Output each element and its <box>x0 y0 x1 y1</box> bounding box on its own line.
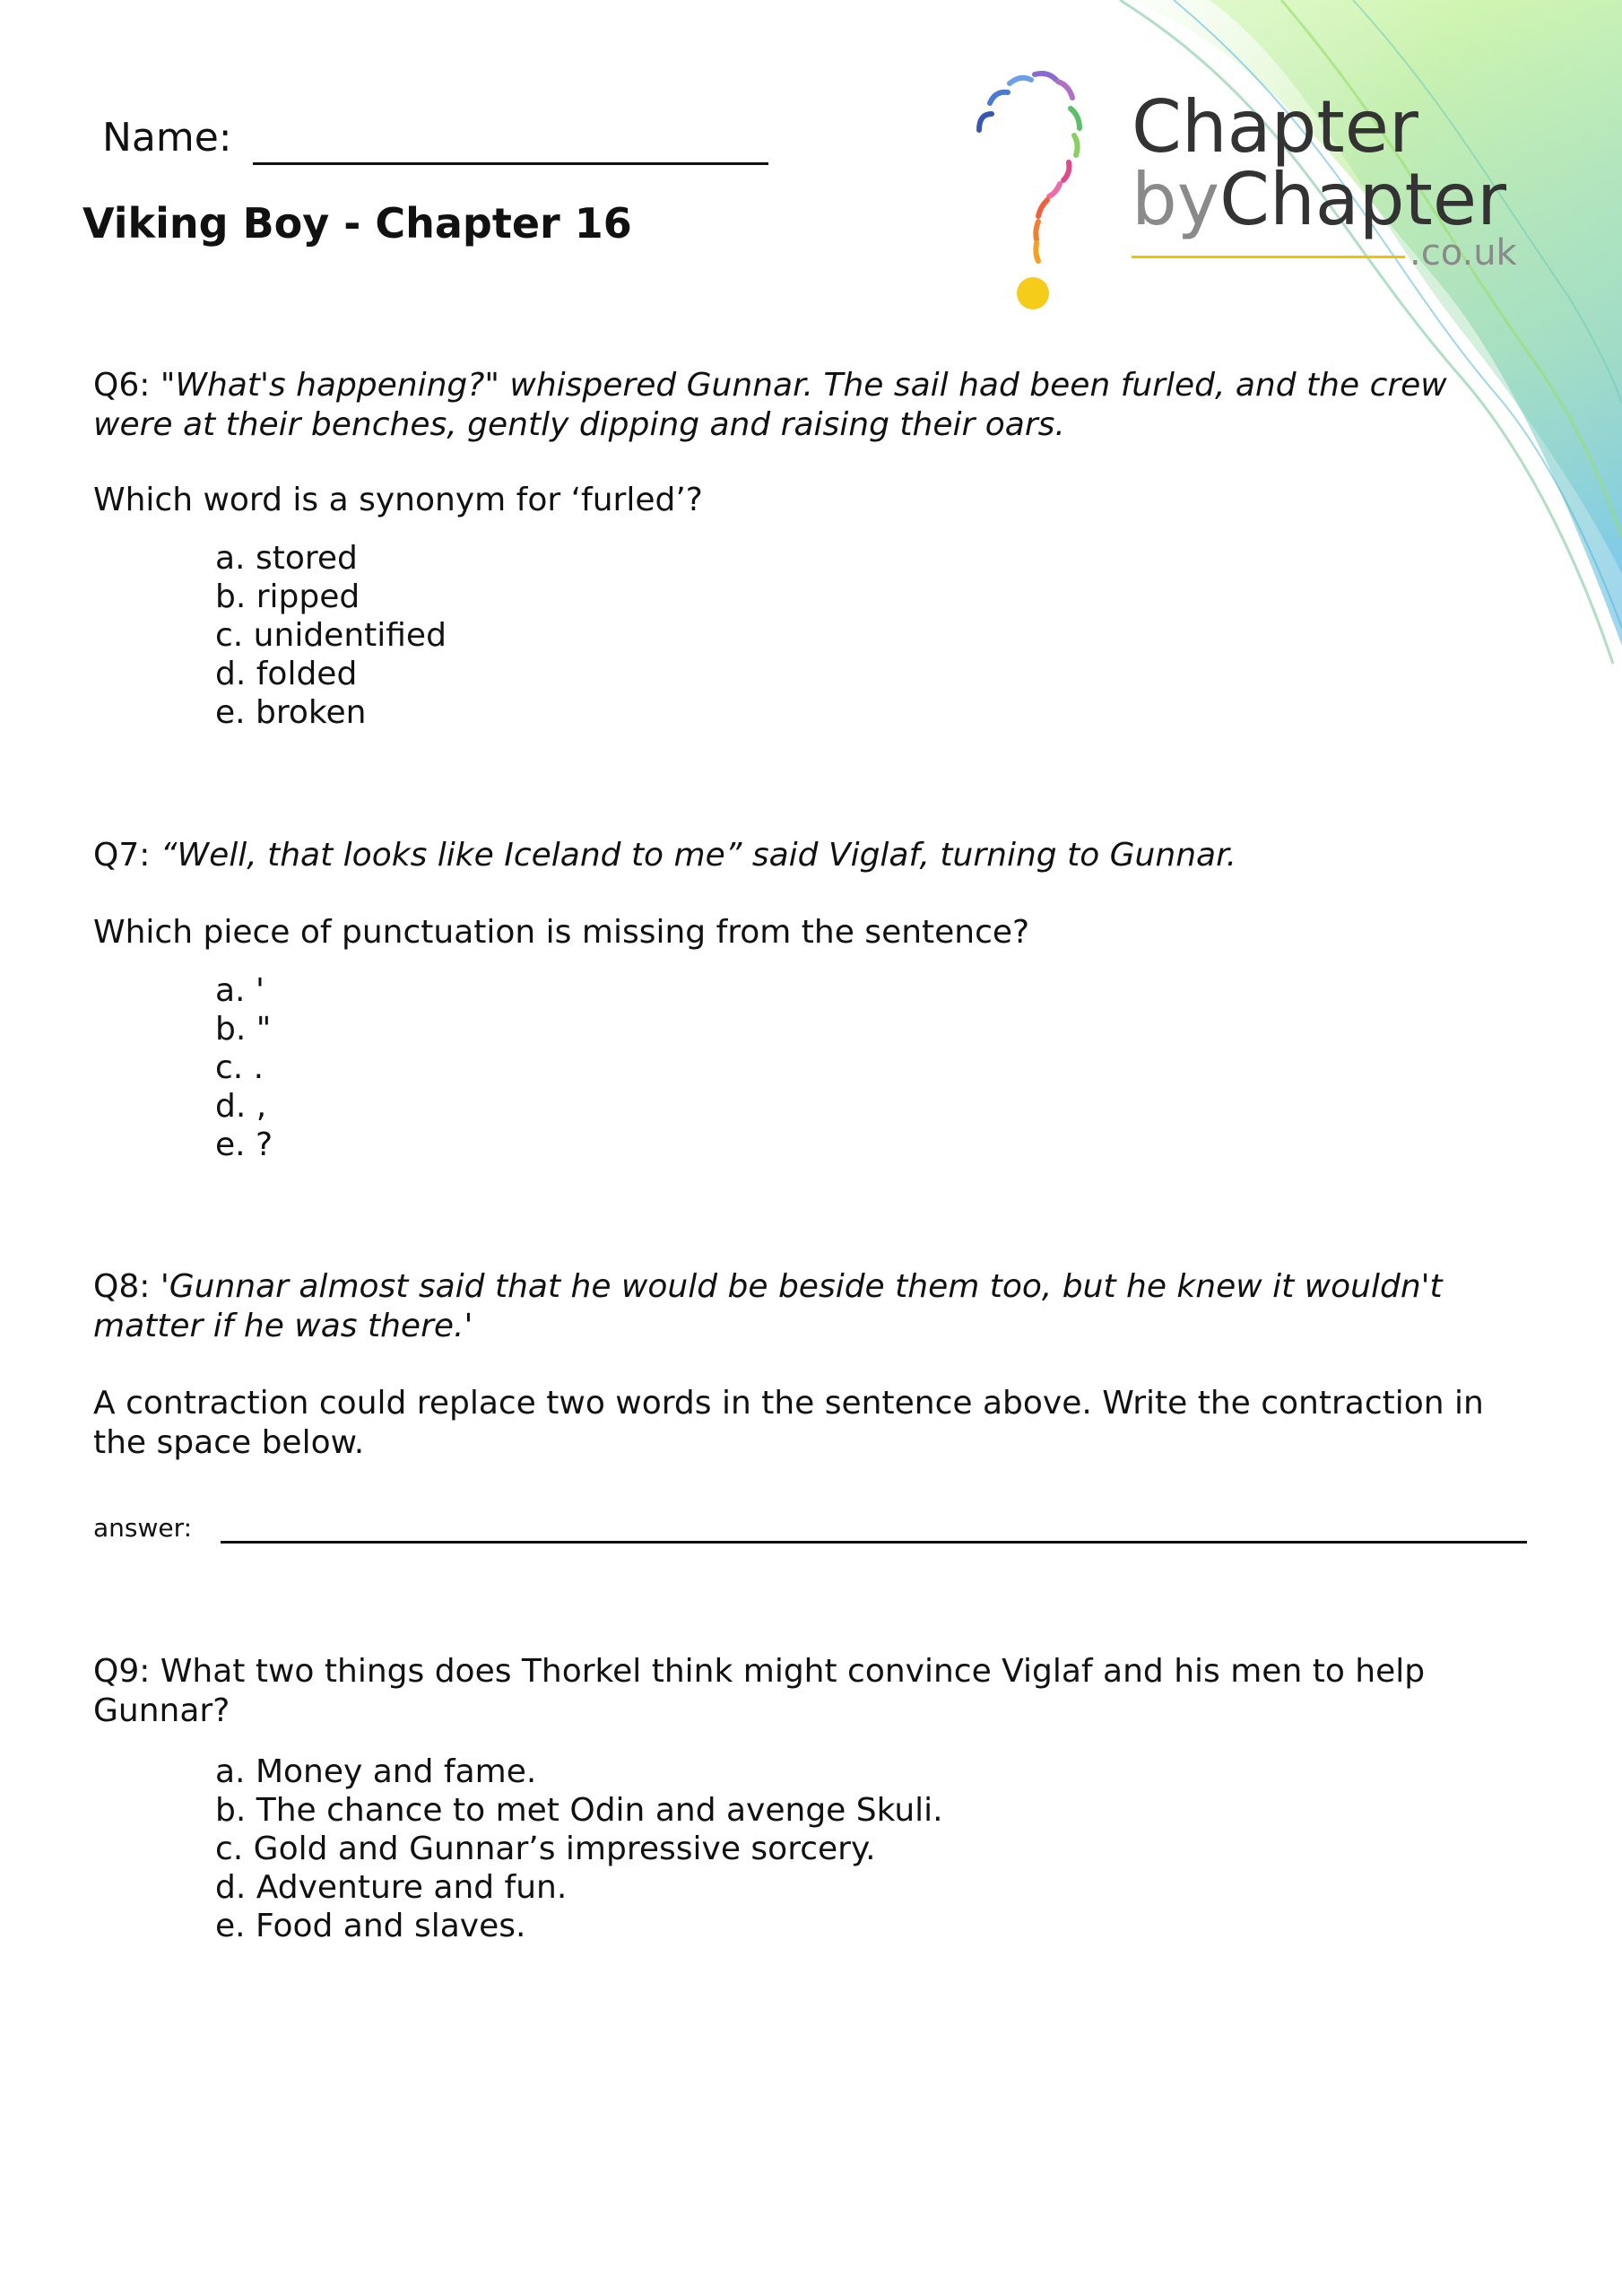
logo-books-arc-icon <box>959 49 1121 318</box>
logo-text-by: by <box>1132 158 1220 241</box>
question-prompt: Which word is a synonym for ‘furled’? <box>93 482 703 518</box>
question-q7-prompt-block <box>93 913 1528 952</box>
question-q9 <box>93 1652 1528 1731</box>
answer-label: answer: <box>93 1513 193 1543</box>
question-quote: 'Gunnar almost said that he would be beside them too, but he knew it wouldn't matter if he was there.' <box>93 1268 1443 1344</box>
question-prompt: What two things does Thorkel think might convince Viglaf and his men to help Gunnar? <box>93 1653 1426 1729</box>
option-e[interactable]: e. broken <box>215 694 367 731</box>
option-a[interactable]: a. ' <box>215 972 265 1009</box>
answer-input-line[interactable] <box>221 1541 1527 1544</box>
option-c[interactable]: c. Gold and Gunnar’s impressive sorcery. <box>215 1831 876 1867</box>
option-b[interactable]: b. " <box>215 1011 272 1048</box>
question-q9-options <box>215 1752 943 1945</box>
question-q7-stem <box>93 836 1528 875</box>
question-quote: "What's happening?" whispered Gunnar. The sail had been furled, and the crew were at their benches, gently dipping and raising their oars. <box>93 367 1447 443</box>
logo-text-chapter: Chapter <box>1132 85 1418 169</box>
question-label: Q8: <box>93 1268 151 1305</box>
question-quote: “Well, that looks like Iceland to me” said Viglaf, turning to Gunnar. <box>160 837 1237 874</box>
question-q6 <box>93 366 1528 445</box>
logo-rule <box>1132 256 1405 258</box>
option-d[interactable]: d. folded <box>215 656 358 692</box>
question-q6-options <box>215 539 447 732</box>
question-q6-prompt-block <box>93 481 1528 520</box>
option-b[interactable]: b. ripped <box>215 578 360 615</box>
logo-text-domain: .co.uk <box>1409 232 1517 274</box>
question-prompt: A contraction could replace two words in the sentence above. Write the contraction in the space below. <box>93 1385 1484 1461</box>
option-a[interactable]: a. Money and fame. <box>215 1753 537 1790</box>
logo-text-chapter-2: Chapter <box>1219 158 1506 241</box>
logo-text-bychapter <box>1132 158 1506 241</box>
option-e[interactable]: e. Food and slaves. <box>215 1908 526 1944</box>
question-q8 <box>93 1267 1528 1346</box>
question-q8-stem <box>93 1267 1528 1346</box>
question-q7-options <box>215 971 273 1164</box>
page-title: Viking Boy - Chapter 16 <box>82 199 632 248</box>
option-e[interactable]: e. ? <box>215 1126 273 1163</box>
option-b[interactable]: b. The chance to met Odin and avenge Skuli. <box>215 1792 943 1829</box>
option-a[interactable]: a. stored <box>215 540 358 577</box>
name-label: Name: <box>102 115 232 161</box>
question-label: Q7: <box>93 837 151 874</box>
question-q7 <box>93 836 1528 875</box>
option-d[interactable]: d. Adventure and fun. <box>215 1869 568 1906</box>
question-prompt: Which piece of punctuation is missing from the sentence? <box>93 914 1030 951</box>
question-q9-stem <box>93 1652 1528 1731</box>
question-q6-stem <box>93 366 1528 445</box>
question-q8-prompt-block <box>93 1384 1528 1463</box>
name-input-line[interactable] <box>253 162 768 165</box>
option-c[interactable]: c. . <box>215 1049 265 1086</box>
question-label: Q9: <box>93 1653 151 1690</box>
question-label: Q6: <box>93 367 151 404</box>
option-c[interactable]: c. unidentified <box>215 617 447 654</box>
option-d[interactable]: d. , <box>215 1088 267 1125</box>
